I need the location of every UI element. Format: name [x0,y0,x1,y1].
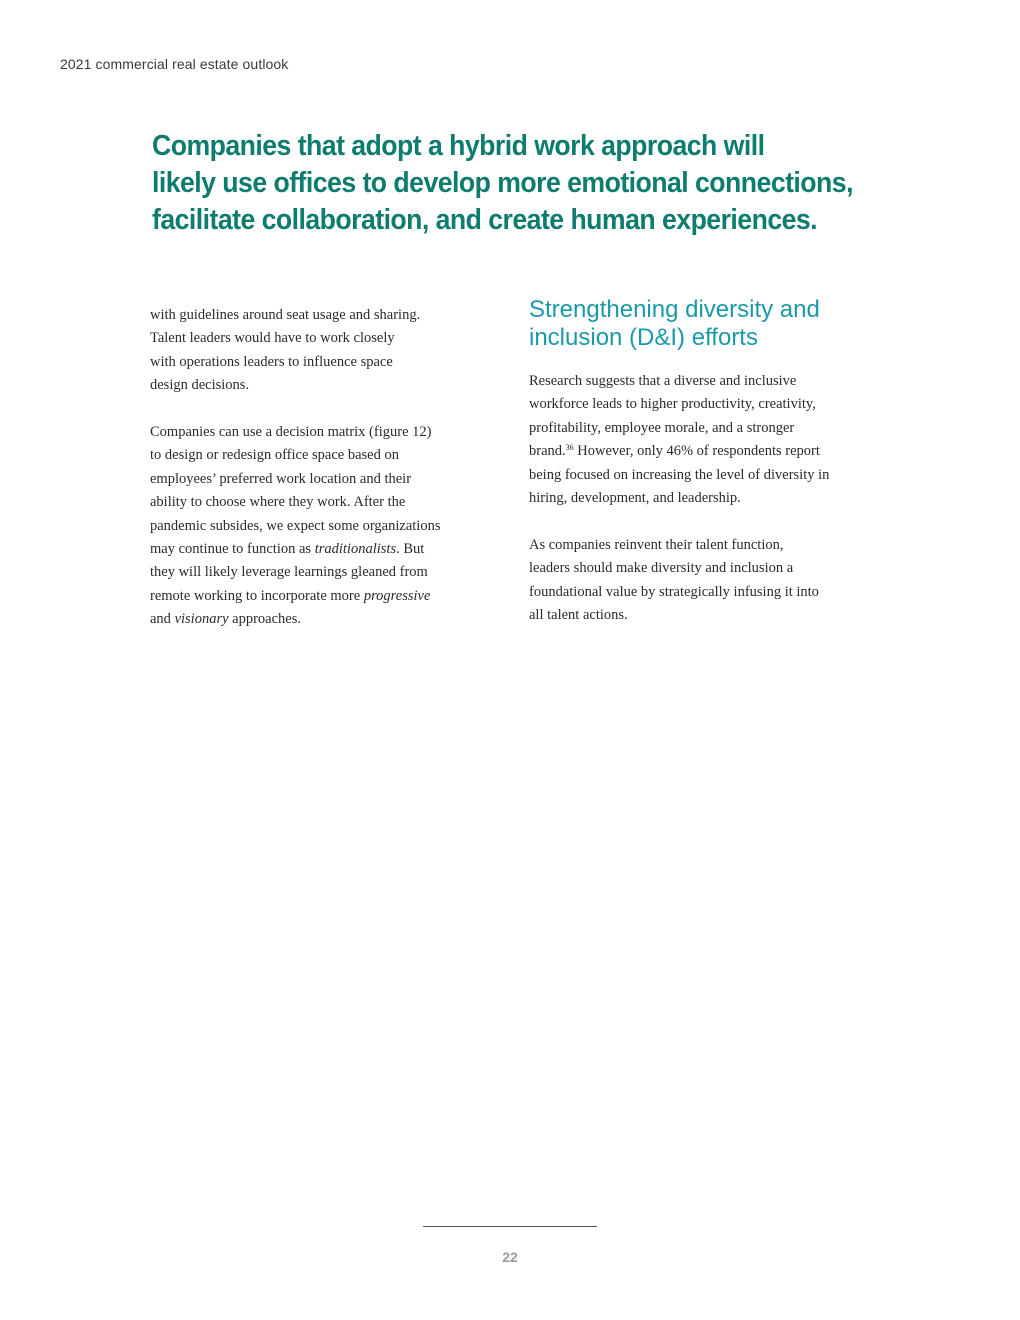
text-line: all talent actions. [529,607,628,624]
text-segment: However, only 46% of respondents report [573,443,820,460]
text-line: foundational value by strategically infusing it into [529,583,819,600]
pull-quote-line: likely use offices to develop more emotional connections, [152,167,853,199]
text-segment: and [150,611,175,628]
text-segment: brand. [529,443,566,460]
pull-quote-line: facilitate collaboration, and create human experiences. [152,204,818,236]
text-line: hiring, development, and leadership. [529,490,741,507]
text-line: with operations leaders to influence space [150,353,393,370]
emphasis-progressive: progressive [363,587,431,604]
body-paragraph [150,421,495,632]
text-line: to design or redesign office space based on [150,447,399,464]
text-segment: remote working to incorporate more [150,587,364,604]
pull-quote-line: Companies that adopt a hybrid work approach will [152,130,765,162]
heading-line: Strengthening diversity and [529,296,820,323]
text-line: employees’ preferred work location and their [150,470,412,487]
left-column [150,304,495,655]
right-column [529,296,874,651]
text-line: profitability, employee morale, and a stronger [529,419,795,436]
emphasis-traditionalists: traditionalists [314,541,397,558]
text-line: workforce leads to higher productivity, creativity, [529,396,816,413]
text-line: Research suggests that a diverse and inclusive [529,373,797,389]
footer-divider [423,1226,597,1227]
running-header: 2021 commercial real estate outlook [60,56,289,72]
section-heading [529,296,874,352]
pull-quote [152,128,853,239]
text-line: Companies can use a decision matrix (figure 12) [150,424,432,441]
text-line: As companies reinvent their talent function, [529,536,784,553]
text-line: pandemic subsides, we expect some organizations [150,517,441,534]
text-line: being focused on increasing the level of diversity in [529,466,830,483]
body-paragraph [529,534,874,628]
text-segment: may continue to function as [150,541,315,558]
emphasis-visionary: visionary [174,611,229,628]
text-line: they will likely leverage learnings gleaned from [150,564,428,581]
text-segment: . But [396,541,425,558]
page-number: 22 [502,1249,518,1265]
footnote-reference[interactable]: 36 [565,443,574,453]
body-paragraph [150,304,495,398]
text-line [150,538,495,561]
text-line [150,585,495,608]
text-segment: approaches. [228,611,301,628]
text-line: ability to choose where they work. After the [150,494,406,511]
text-line: Talent leaders would have to work closely [150,330,395,347]
heading-line: inclusion (D&I) efforts [529,324,758,351]
text-line: with guidelines around seat usage and sharing. [150,307,421,323]
text-line: leaders should make diversity and inclusion a [529,560,794,577]
text-line: design decisions. [150,377,250,394]
body-paragraph [529,370,874,510]
text-line [529,440,874,463]
text-line [150,608,495,631]
